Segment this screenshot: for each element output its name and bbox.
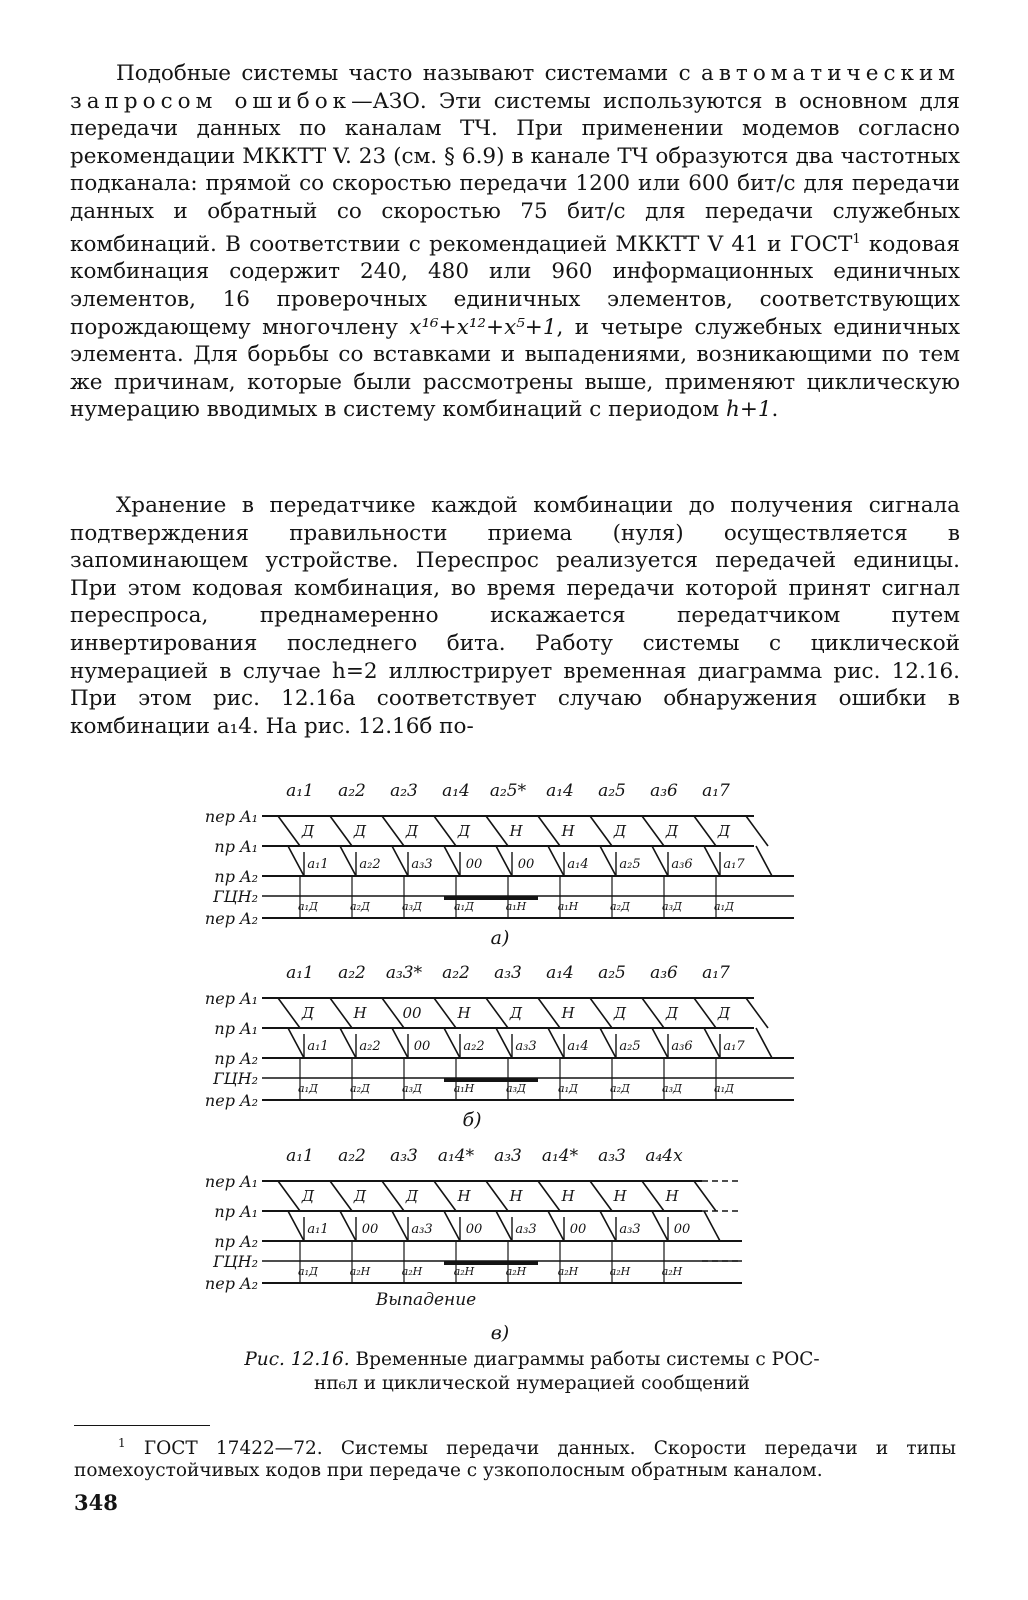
gcn-label: a₁Д — [298, 900, 318, 913]
block-label: a₂5 — [619, 1039, 641, 1054]
top-label: a₃6 — [650, 782, 678, 801]
row-label: пр A₂ — [214, 1049, 258, 1068]
signal-label: Д — [405, 1187, 419, 1205]
block-label: a₃3 — [411, 1222, 433, 1237]
row-label: пр A₂ — [214, 1232, 258, 1251]
signal-label: Д — [665, 822, 679, 840]
figure-caption — [232, 1348, 832, 1396]
top-label: a₃6 — [650, 963, 678, 983]
top-label: a₂5 — [598, 963, 626, 983]
signal-label: Н — [457, 1004, 471, 1022]
top-label: a₂2 — [338, 1146, 366, 1166]
top-label: a₁1 — [286, 963, 314, 983]
forward-slant — [746, 998, 768, 1028]
reverse-slant — [600, 846, 616, 876]
row-label: пр A₁ — [214, 1019, 258, 1038]
signal-label: Н — [561, 822, 575, 840]
top-label: a₁4 — [546, 963, 574, 983]
forward-slant — [434, 998, 456, 1028]
top-label: a₂2 — [442, 963, 470, 983]
forward-slant — [694, 816, 716, 846]
forward-slant — [590, 1181, 612, 1211]
signal-label: Н — [509, 822, 523, 840]
signal-label: Н — [561, 1004, 575, 1022]
block-label: 00 — [465, 857, 483, 872]
gcn-label: a₁Д — [298, 1265, 318, 1278]
gcn-label: a₃Д — [662, 1082, 682, 1095]
forward-slant — [278, 1181, 300, 1211]
signal-label: Н — [509, 1187, 523, 1205]
gcn-label: a₃Д — [402, 1082, 422, 1095]
top-label: a₃3 — [598, 1146, 626, 1166]
signal-label: Д — [353, 1187, 367, 1205]
row-label: пер A₁ — [204, 1172, 258, 1191]
forward-slant — [694, 998, 716, 1028]
gcn-label: a₂Д — [610, 1082, 630, 1095]
gcn-label: a₂Д — [350, 1082, 370, 1095]
signal-label: Д — [613, 822, 627, 840]
gcn-label: a₂Н — [609, 1265, 631, 1278]
block-label: 00 — [465, 1222, 483, 1237]
forward-slant — [642, 1181, 664, 1211]
top-label: a₁4 — [442, 782, 470, 801]
gcn-label: a₁Д — [454, 900, 474, 913]
reverse-slant — [548, 1211, 564, 1241]
row-label: пер A₂ — [204, 909, 258, 928]
signal-label: Н — [561, 1187, 575, 1205]
forward-slant — [590, 816, 612, 846]
block-label: a₁4 — [567, 1039, 589, 1054]
gcn-label: a₂Д — [350, 900, 370, 913]
signal-label: Д — [717, 1004, 731, 1022]
block-label: a₂5 — [619, 857, 641, 872]
block-label: 00 — [361, 1222, 379, 1237]
block-label: a₁7 — [723, 857, 745, 872]
signal-label: Д — [301, 1187, 315, 1205]
top-label: a₁7 — [702, 782, 730, 801]
reverse-slant — [392, 846, 408, 876]
reverse-slant — [288, 1211, 304, 1241]
forward-slant — [642, 998, 664, 1028]
block-label: 00 — [673, 1222, 691, 1237]
gcn-label: a₂Н — [557, 1265, 579, 1278]
reverse-slant — [548, 1028, 564, 1058]
footnote — [74, 1432, 956, 1482]
forward-slant — [590, 998, 612, 1028]
reverse-slant — [652, 1028, 668, 1058]
forward-slant — [330, 816, 352, 846]
top-label: a₂2 — [338, 963, 366, 983]
signal-label: Д — [353, 822, 367, 840]
top-label: a₂2 — [338, 782, 366, 801]
forward-slant — [538, 1181, 560, 1211]
footnote-rule — [74, 1425, 210, 1426]
reverse-slant — [496, 846, 512, 876]
top-label: a₁7 — [702, 963, 730, 983]
block-label: a₃3 — [411, 857, 433, 872]
gcn-label: a₂Н — [505, 1265, 527, 1278]
footnote-text: ГОСТ 17422—72. Системы передачи данных. Скорости передачи и типы помехоустойчивых кодов при передаче с узкополосным обратным каналом. — [74, 1438, 956, 1482]
gcn-label: a₂Н — [401, 1265, 423, 1278]
signal-label: Н — [457, 1187, 471, 1205]
forward-slant — [538, 816, 560, 846]
p1-spaced-term: автоматическим запросом ошибок — [70, 61, 960, 114]
signal-label: Д — [665, 1004, 679, 1022]
top-label: a₃3 — [494, 1146, 522, 1166]
signal-label: Д — [301, 822, 315, 840]
block-label: a₁1 — [307, 857, 329, 872]
row-label: пер A₂ — [204, 1274, 258, 1293]
row-label: пр A₁ — [214, 1202, 258, 1221]
reverse-slant — [444, 1211, 460, 1241]
page-number: 348 — [74, 1490, 118, 1515]
forward-slant — [642, 816, 664, 846]
block-label: a₁4 — [567, 857, 589, 872]
top-label: a₁4* — [541, 1146, 579, 1166]
block-label: a₁1 — [307, 1039, 329, 1054]
footnote-ref[interactable]: 1 — [852, 231, 861, 247]
gcn-label: a₁Д — [558, 1082, 578, 1095]
block-label: a₃3 — [515, 1222, 537, 1237]
gcn-label: a₂Н — [349, 1265, 371, 1278]
gcn-label: a₁Н — [453, 1082, 475, 1095]
reverse-slant — [288, 1028, 304, 1058]
top-label: a₂5 — [598, 782, 626, 801]
reverse-slant — [600, 1028, 616, 1058]
reverse-slant — [444, 1028, 460, 1058]
forward-slant — [434, 816, 456, 846]
signal-label: Д — [457, 822, 471, 840]
block-label: a₁7 — [723, 1039, 745, 1054]
p1-text-a: Подобные системы часто называют системами с — [116, 61, 701, 86]
reverse-slant — [548, 846, 564, 876]
caption-label: Рис. 12.16. — [244, 1349, 350, 1370]
block-label: a₃6 — [671, 857, 693, 872]
signal-label: Д — [717, 822, 731, 840]
block-label: 00 — [569, 1222, 587, 1237]
row-label: пер A₁ — [204, 807, 258, 826]
top-label: a₁4* — [437, 1146, 475, 1166]
block-label: a₂2 — [463, 1039, 485, 1054]
reverse-slant — [392, 1028, 408, 1058]
period-formula: h+1 — [725, 397, 772, 423]
signal-label: Д — [405, 822, 419, 840]
block-label: a₃3 — [515, 1039, 537, 1054]
signal-label: Д — [509, 1004, 523, 1022]
row-label: ГЦН₂ — [213, 1069, 258, 1088]
gcn-label: a₁Д — [298, 1082, 318, 1095]
p1-text-d: , и четыре служебных единичных элемента. Для борьбы со вставками и выпадениями, возникающими по тем же причинам, которые были рассмотрены выше, применяют циклическую нумерацию вводимых в систему комбинаций с периодом — [70, 314, 961, 423]
reverse-slant — [652, 1211, 668, 1241]
row-label: пер A₂ — [204, 1091, 258, 1110]
top-label: a₄4x — [645, 1146, 683, 1166]
signal-label: Д — [613, 1004, 627, 1022]
gcn-label: a₂Н — [661, 1265, 683, 1278]
reverse-slant — [704, 846, 720, 876]
row-label: ГЦН₂ — [213, 1252, 258, 1271]
row-label: ГЦН₂ — [213, 887, 258, 906]
signal-label: Н — [613, 1187, 627, 1205]
footnote-mark: 1 — [118, 1436, 126, 1450]
reverse-slant — [340, 1211, 356, 1241]
row-label: пер A₁ — [204, 989, 258, 1008]
forward-slant — [278, 816, 300, 846]
gcn-label: a₁Н — [557, 900, 579, 913]
top-label: a₃3* — [385, 963, 423, 983]
p2-text: Хранение в передатчике каждой комбинации до получения сигнала подтверждения правильности приема (нуля) осуществляется в запоминающем устройстве. Переспрос реализуется передачей единицы. При этом кодовая комбинация, во время передачи которой принят сигнал переспроса, преднамеренно искажается передатчиком путем инвертирования последнего бита. Работу системы с циклической нумерацией в случае h=2 иллюстрирует временная диаграмма рис. 12.16. При этом рис. 12.16а соответствует случаю обнаружения ошибки в комбинации a₁4. На рис. 12.16б по- — [70, 493, 960, 739]
forward-slant — [382, 816, 404, 846]
top-label: a₂3 — [390, 782, 418, 801]
block-label: 00 — [517, 857, 535, 872]
p1-text-e: . — [771, 397, 779, 423]
forward-slant — [486, 816, 508, 846]
block-label: a₂2 — [359, 1039, 381, 1054]
gcn-label: a₁Н — [505, 900, 527, 913]
gcn-label: a₁Д — [714, 900, 734, 913]
forward-slant — [330, 1181, 352, 1211]
gcn-label: a₃Д — [506, 1082, 526, 1095]
reverse-slant — [652, 846, 668, 876]
reverse-slant — [600, 1211, 616, 1241]
forward-slant — [330, 998, 352, 1028]
reverse-slant — [340, 846, 356, 876]
gcn-label: a₃Д — [402, 900, 422, 913]
signal-label: 00 — [402, 1004, 422, 1022]
paragraph-1 — [70, 60, 960, 424]
reverse-slant — [756, 846, 772, 876]
reverse-slant — [340, 1028, 356, 1058]
signal-label: Н — [353, 1004, 367, 1022]
signal-label: Н — [665, 1187, 679, 1205]
forward-slant — [382, 1181, 404, 1211]
reverse-slant — [288, 846, 304, 876]
panel-label: в) — [490, 1322, 510, 1344]
reverse-slant — [392, 1211, 408, 1241]
polynomial: x¹⁶+x¹²+x⁵+1 — [409, 314, 557, 340]
row-label: пр A₂ — [214, 867, 258, 886]
top-label: a₁1 — [286, 1146, 314, 1166]
caption-text: Временные диаграммы работы системы с РОС-нп₆л и циклической нумерацией сообщений — [314, 1349, 820, 1394]
forward-slant — [434, 1181, 456, 1211]
forward-slant — [382, 998, 404, 1028]
row-label: пр A₁ — [214, 837, 258, 856]
gcn-label: a₂Д — [610, 900, 630, 913]
p1-text-b: —АЗО. Эти системы используются в основном для передачи данных по каналам ТЧ. При применении модемов согласно рекомендации МККТТ V. 23 (см. § 6.9) в канале ТЧ образуются два частотных подканала: прямой со скоростью передачи 1200 или 600 бит/с для передачи данных и обратный со скоростью 75 бит/с для передачи служебных комбинаций. В соответствии с рекомендацией МККТТ V 41 и ГОСТ — [70, 88, 961, 257]
block-label: a₃6 — [671, 1039, 693, 1054]
reverse-slant — [704, 1211, 720, 1241]
forward-slant — [486, 998, 508, 1028]
forward-slant — [278, 998, 300, 1028]
signal-label: Д — [301, 1004, 315, 1022]
gcn-label: a₁Д — [714, 1082, 734, 1095]
paragraph-2 — [70, 492, 960, 740]
reverse-slant — [444, 846, 460, 876]
block-label: a₂2 — [359, 857, 381, 872]
block-label: a₃3 — [619, 1222, 641, 1237]
p1-text-c: кодовая комбинация содержит 240, 480 или 960 информационных единичных элементов, 16 проверочных единичных элементов, соответствующих порождающему многочлену — [70, 231, 960, 340]
block-label: a₁1 — [307, 1222, 329, 1237]
top-label: a₃3 — [390, 1146, 418, 1166]
panel-label: а) — [490, 927, 510, 949]
block-label: 00 — [413, 1039, 431, 1054]
reverse-slant — [496, 1211, 512, 1241]
forward-slant — [486, 1181, 508, 1211]
top-label: a₂5* — [489, 782, 527, 801]
reverse-slant — [756, 1028, 772, 1058]
dropout-annotation: Выпадение — [375, 1290, 477, 1310]
gcn-label: a₃Д — [662, 900, 682, 913]
panel-label: б) — [462, 1109, 482, 1131]
reverse-slant — [496, 1028, 512, 1058]
top-label: a₁1 — [286, 782, 314, 801]
forward-slant — [538, 998, 560, 1028]
forward-slant — [694, 1181, 716, 1211]
top-label: a₁4 — [546, 782, 574, 801]
top-label: a₃3 — [494, 963, 522, 983]
reverse-slant — [704, 1028, 720, 1058]
gcn-label: a₂Н — [453, 1265, 475, 1278]
forward-slant — [746, 816, 768, 846]
